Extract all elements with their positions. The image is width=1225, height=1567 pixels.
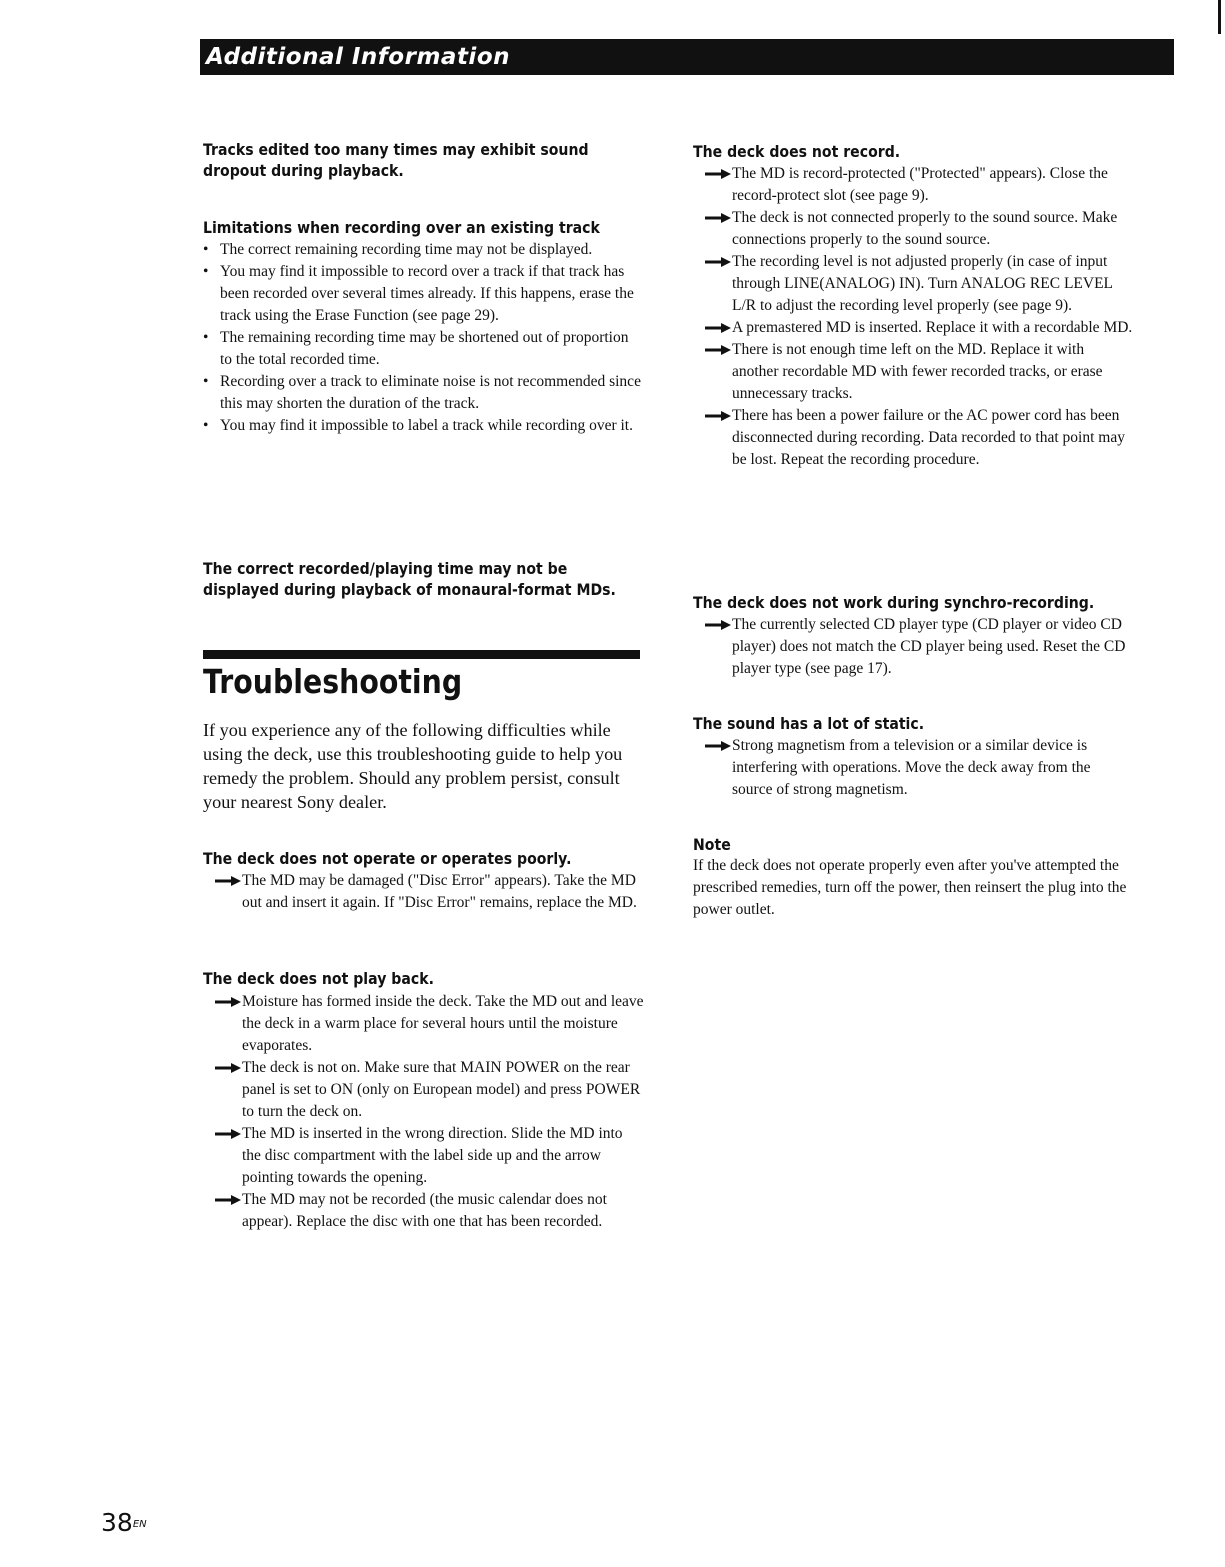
arrow-right-icon [704,323,732,333]
list-item: The deck is not on. Make sure that MAIN POWER on the rear panel is set to ON (only on European model) and press POWER to turn the deck on. [214,1057,644,1123]
heading-recording-limitations: Limitations when recording over an existing track [203,218,600,237]
troubleshooting-title: Troubleshooting [203,662,463,701]
arrow-right-icon [214,1195,242,1205]
heading-monaural-time: The correct recorded/playing time may not be displayed during playback of monaural-format MDs. [203,559,616,599]
heading-synchro-recording: The deck does not work during synchro-recording. [693,593,1095,612]
static-list [704,735,1134,801]
heading-sound-dropout: Tracks edited too many times may exhibit sound dropout during playback. [203,140,589,180]
list-item: The deck is not connected properly to the sound source. Make connections properly to the sound source. [704,207,1134,251]
troubleshooting-intro: If you experience any of the following difficulties while using the deck, use this troubleshooting guide to help you remedy the problem. Should any problem persist, consult your nearest Sony dealer. [203,720,623,812]
arrow-right-icon [214,876,242,886]
limitations-list [203,239,643,437]
list-item: The MD is record-protected ("Protected" appears). Close the record-protect slot (see page 9). [704,163,1134,207]
note-text: If the deck does not operate properly even after you've attempted the prescribed remedies, turn off the power, then reinsert the plug into the power outlet. [693,857,1127,918]
heading-static: The sound has a lot of static. [693,714,925,733]
does-not-operate-list [214,870,644,914]
bullet-icon: • [203,241,209,258]
heading-does-not-operate: The deck does not operate or operates poorly. [203,849,572,868]
arrow-right-icon [704,257,732,267]
bullet-icon: • [203,417,209,434]
section-header: Additional Information [200,39,1174,75]
page-suffix: EN [132,1519,147,1530]
list-item: There has been a power failure or the AC power cord has been disconnected during recording. Data recorded to that point may be lost. Repeat the recording procedure. [704,405,1134,471]
list-item: The MD is inserted in the wrong direction. Slide the MD into the disc compartment with the label side up and the arrow pointing towards the opening. [214,1123,644,1189]
arrow-right-icon [214,1129,242,1139]
bullet-icon: • [203,329,209,346]
does-not-record-list [704,163,1134,471]
bullet-icon: • [203,373,209,390]
list-item: The MD may not be recorded (the music calendar does not appear). Replace the disc with one that has been recorded. [214,1189,644,1233]
arrow-right-icon [704,741,732,751]
bullet-icon: • [203,263,209,280]
list-item: Strong magnetism from a television or a similar device is interfering with operations. Move the deck away from the source of strong magnetism. [704,735,1134,801]
arrow-right-icon [704,169,732,179]
arrow-right-icon [704,411,732,421]
list-item: • You may find it impossible to record over a track if that track has been recorded over several times already. If this happens, erase the track using the Erase Function (see page 29). [203,263,634,324]
list-item: • Recording over a track to eliminate noise is not recommended since this may shorten the duration of the track. [203,373,641,412]
troubleshooting-rule [203,650,640,659]
does-not-play-list [214,991,644,1233]
synchro-recording-list [704,614,1134,680]
heading-does-not-play: The deck does not play back. [203,969,434,988]
page-number: $38^{EN}$ [101,1508,147,1537]
arrow-right-icon [214,1063,242,1073]
list-item: The currently selected CD player type (CD player or video CD player) does not match the CD player being used. Reset the CD player type (see page 17). [704,614,1134,680]
list-item: There is not enough time left on the MD. Replace it with another recordable MD with fewer recorded tracks, or erase unnecessary tracks. [704,339,1134,405]
heading-does-not-record: The deck does not record. [693,142,901,161]
list-item: • The remaining recording time may be shortened out of proportion to the total recorded time. [203,329,629,368]
corner-crop-mark [1218,0,1221,34]
list-item: • You may find it impossible to label a track while recording over it. [203,415,643,437]
note-heading: Note [693,835,731,854]
list-item: The recording level is not adjusted properly (in case of input through LINE(ANALOG) IN). Turn ANALOG REC LEVEL L/R to adjust the recording level properly (see page 9). [704,251,1134,317]
list-item: Moisture has formed inside the deck. Take the MD out and leave the deck in a warm place for several hours until the moisture evaporates. [214,991,644,1057]
arrow-right-icon [704,345,732,355]
arrow-right-icon [704,213,732,223]
list-item: A premastered MD is inserted. Replace it with a recordable MD. [704,317,1134,339]
list-item: • The correct remaining recording time may not be displayed. [203,239,643,261]
list-item: The MD may be damaged ("Disc Error" appears). Take the MD out and insert it again. If "Disc Error" remains, replace the MD. [214,870,644,914]
arrow-right-icon [704,620,732,630]
arrow-right-icon [214,997,242,1007]
